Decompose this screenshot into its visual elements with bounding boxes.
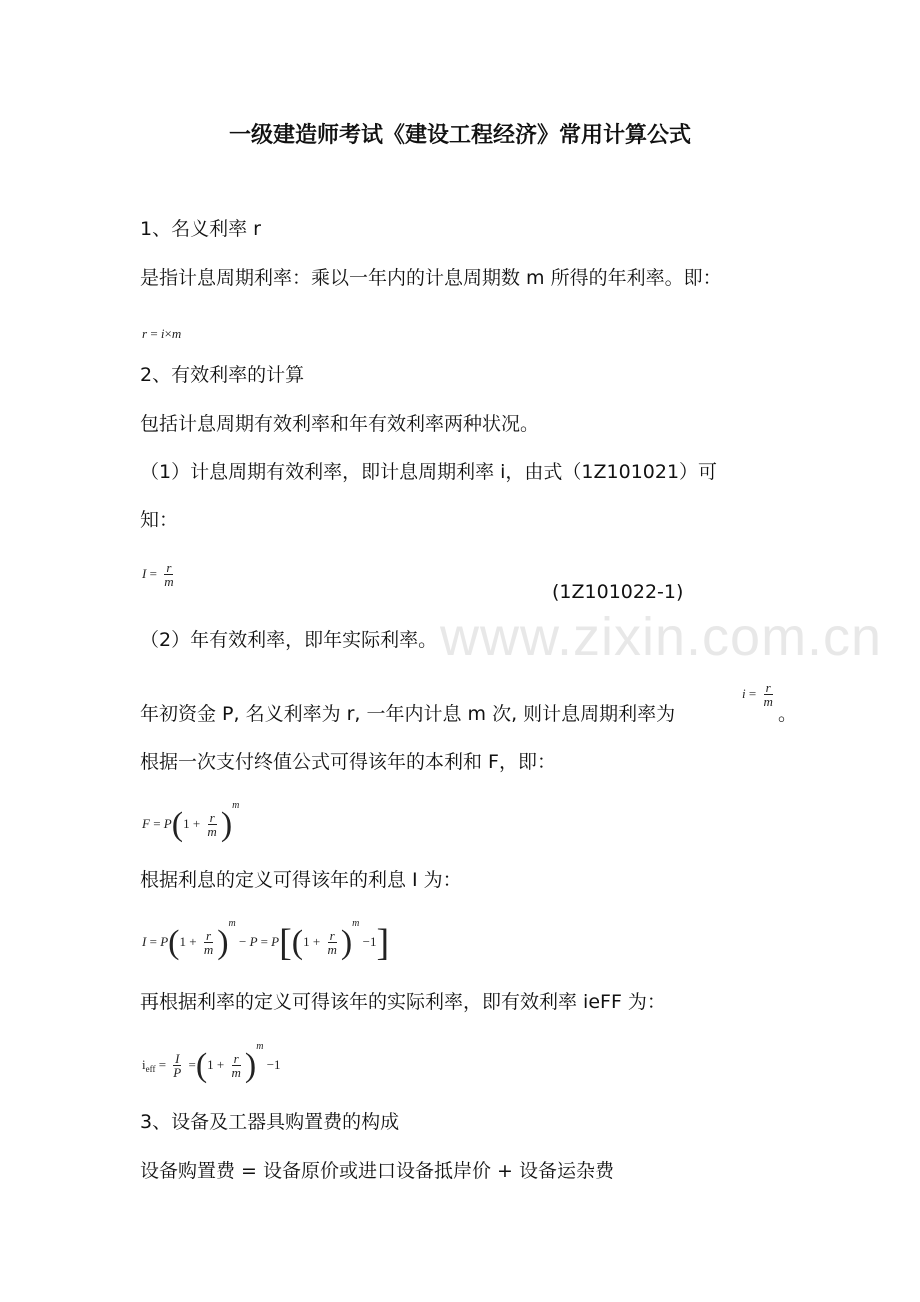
formula-future-value: F = P(1 + $\frac{r}{m}$ )$^m$	[142, 800, 240, 844]
paragraph-3: 年初资金 P, 名义利率为 r, 一年内计息 m 次, 则计息周期利率为	[140, 703, 676, 725]
section-3-heading: 3、设备及工器具购置费的构成	[140, 1111, 400, 1133]
paragraph-5: 根据利息的定义可得该年的利息 I 为：	[140, 869, 462, 891]
section-2-heading: 2、有效利率的计算	[140, 364, 305, 386]
document-title: 一级建造师考试《建设工程经济》常用计算公式	[228, 123, 691, 148]
paragraph-3-end: 。	[778, 703, 798, 725]
item-1-line-1: （1）计息周期有效利率，即计息周期利率 i，由式（1Z101021）可	[140, 461, 718, 483]
formula-period-rate: I = $\frac{r}{m}$	[142, 560, 174, 589]
paragraph-6: 再根据利率的定义可得该年的实际利率，即有效利率 ieFF 为：	[140, 991, 666, 1013]
item-2: （2）年有效利率，即年实际利率。	[140, 629, 438, 651]
item-1-line-2: 知：	[140, 509, 179, 531]
section-2-intro: 包括计息周期有效利率和年有效利率两种状况。	[140, 413, 540, 435]
section-1-text: 是指计息周期利率：乘以一年内的计息周期数 m 所得的年利率。即：	[140, 267, 722, 289]
watermark: www.zixin.com.cn	[440, 607, 883, 667]
formula-effective-rate: $i_{eff}$ = $\frac{I}{P}$ =(1 + $\frac{r}{m}$ )$^m$ −1	[142, 1041, 281, 1085]
formula-inline-rate: i = $\frac{r}{m}$	[742, 680, 773, 709]
section-1-heading: 1、名义利率 r	[140, 218, 261, 240]
formula-interest: I = P(1 + $\frac{r}{m}$ )$^m$ − P = P[(1 + $\frac{r}{m}$ )$^m$ −1]	[142, 918, 390, 965]
equation-number: (1Z101022-1)	[552, 581, 684, 603]
paragraph-4: 根据一次支付终值公式可得该年的本利和 F，即：	[140, 751, 556, 773]
section-3-text: 设备购置费 = 设备原价或进口设备抵岸价 + 设备运杂费	[140, 1160, 614, 1182]
formula-nominal-rate: r = i×m	[142, 326, 182, 341]
